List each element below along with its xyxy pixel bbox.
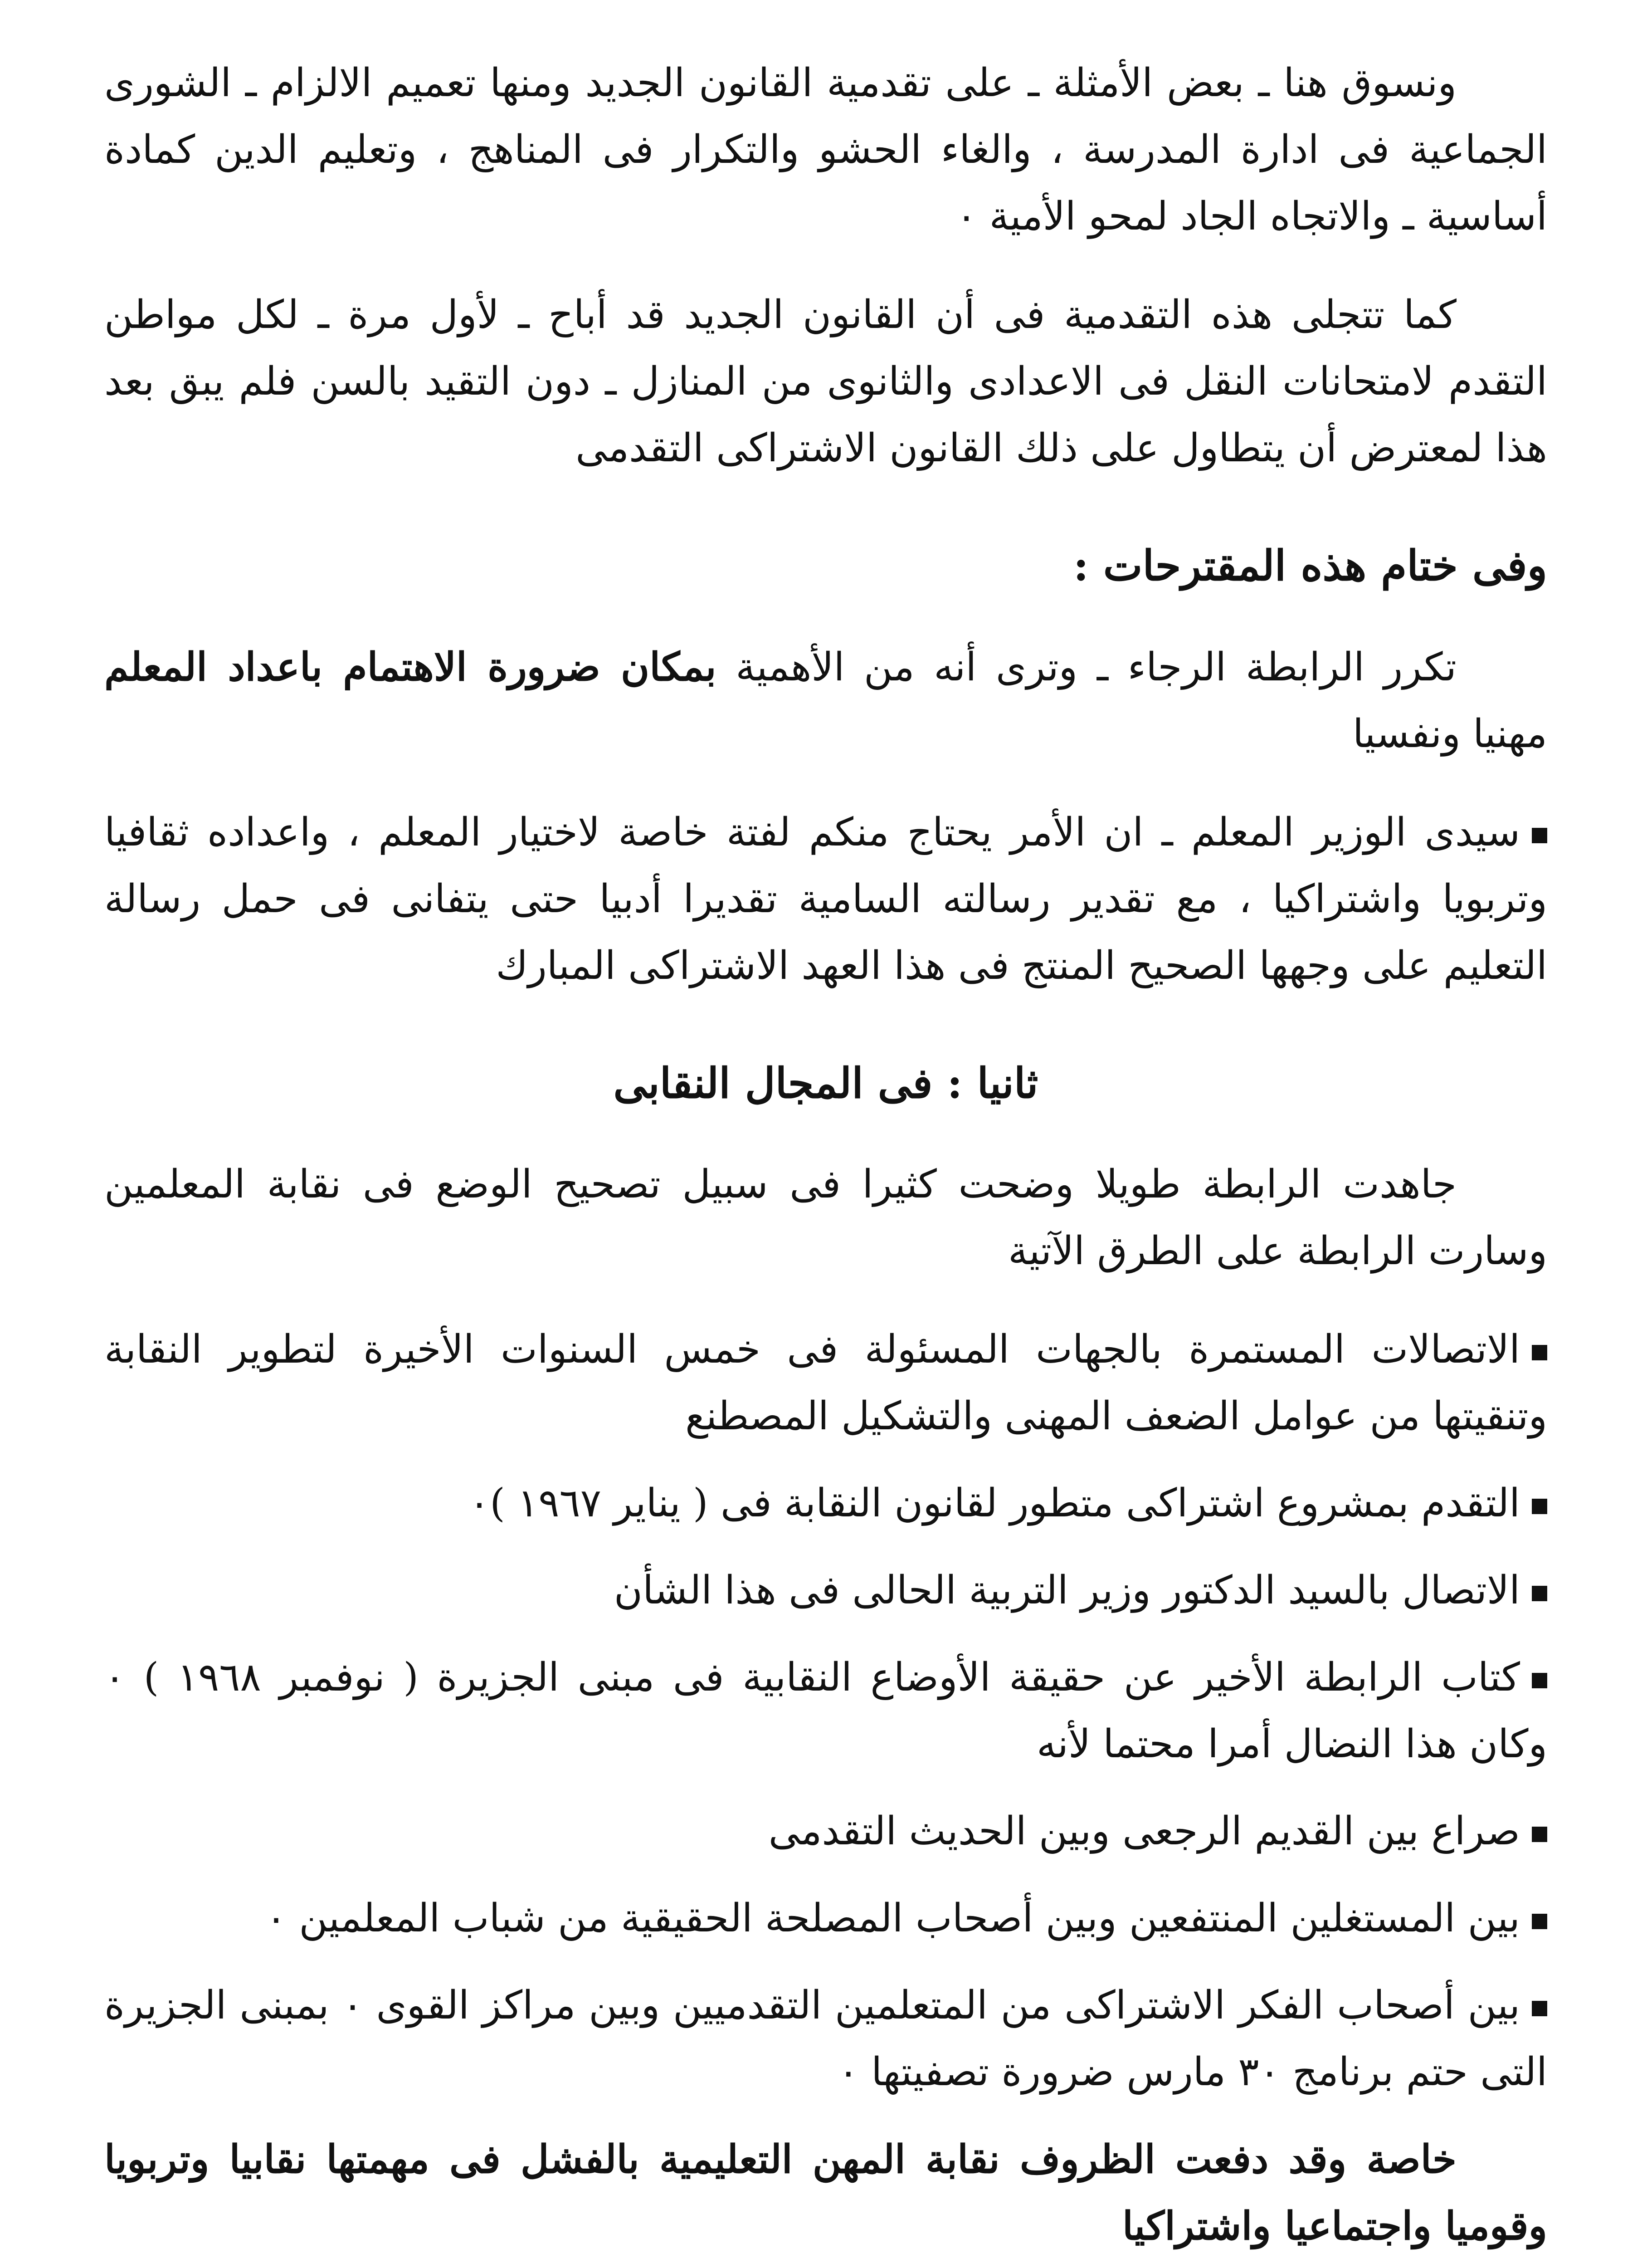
bullet-text: كتاب الرابطة الأخير عن حقيقة الأوضاع النقابية فى مبنى الجزيرة ( نوفمبر ١٩٦٨ ) ٠ وكان هذا النضال أمرا محتما لأنه [104,1655,1547,1767]
bullet-union-minister-contact [104,1557,1547,1624]
bullet-text: الاتصالات المستمرة بالجهات المسئولة فى خمس السنوات الأخيرة لتطوير النقابة وتنقيتها من عوامل الضعف المهنى والتشكيل المصطنع [104,1327,1547,1439]
square-bullet-icon [1532,2001,1547,2016]
repeat-request-tail: مهنيا ونفسيا [1353,711,1547,757]
bullet-text: بين أصحاب الفكر الاشتراكى من المتعلمين التقدميين وبين مراكز القوى ٠ بمبنى الجزيرة التى حتم برنامج ٣٠ مارس ضرورة تصفيتها ٠ [104,1983,1547,2095]
bullet-text: بين المستغلين المنتفعين وبين أصحاب المصلحة الحقيقية من شباب المعلمين ٠ [265,1896,1520,1941]
square-bullet-icon [1532,828,1547,843]
bullet-union-letter [104,1644,1547,1778]
bullet-union-conflict-power-centers [104,1972,1547,2106]
heading-union-field: ثانيا : فى المجال النقابى [613,1059,1038,1108]
paragraph-progressiveness: كما تتجلى هذه التقدمية فى أن القانون الجديد قد أباح ـ لأول مرة ـ لكل مواطن التقدم لامتحانات النقل فى الاعدادى والثانوى من المنازل ـ دون التقيد بالسن فلم يبق بعد هذا لمعترض أن يتطاول على ذلك القانون الاشتراكى التقدمى [104,292,1547,471]
square-bullet-icon [1532,1827,1547,1842]
paragraph-examples: ونسوق هنا ـ بعض الأمثلة ـ على تقدمية القانون الجديد ومنها تعميم الالزام ـ الشورى الجماعية فى ادارة المدرسة ، والغاء الحشو والتكرار فى المناهج ، وتعليم الدين كمادة أساسية ـ والاتجاه الجاد لمحو الأمية ٠ [104,60,1547,239]
bullet-text: التقدم بمشروع اشتراكى متطور لقانون النقابة فى ( يناير ١٩٦٧ )٠ [469,1481,1520,1526]
bullet-minister-text: سيدى الوزير المعلم ـ ان الأمر يحتاج منكم لفتة خاصة لاختيار المعلم ، واعداده ثقافيا وتربويا واشتراكيا ، مع تقدير رسالته السامية تقديرا أدبيا حتى يتفانى فى حمل رسالة التعليم على وجهها الصحيح المنتج فى هذا العهد الاشتراكى المبارك [104,810,1547,988]
bullet-union-contacts [104,1316,1547,1450]
square-bullet-icon [1532,1345,1547,1360]
square-bullet-icon [1532,1914,1547,1929]
repeat-request-text: تكرر الرابطة الرجاء ـ وترى أنه من الأهمية [736,645,1457,690]
bullet-union-conflict-old-new [104,1798,1547,1865]
bullet-text: صراع بين القديم الرجعى وبين الحديث التقدمى [768,1809,1520,1854]
heading-conclusion: وفى ختام هذه المقترحات : [1073,541,1547,590]
square-bullet-icon [1532,1586,1547,1601]
paragraph-final: خاصة وقد دفعت الظروف نقابة المهن التعليمية بالفشل فى مهمتها نقابيا وتربويا وقوميا واجتماعيا واشتراكيا [104,2136,1547,2249]
repeat-request-emphasis: بمكان ضرورة الاهتمام باعداد المعلم [104,644,716,690]
square-bullet-icon [1532,1673,1547,1688]
bullet-minister [104,799,1547,999]
paragraph-union-struggle: جاهدت الرابطة طويلا وضحت كثيرا فى سبيل تصحيح الوضع فى نقابة المعلمين وسارت الرابطة على الطرق الآتية [104,1162,1547,1274]
square-bullet-icon [1532,1499,1547,1514]
bullet-union-draft-law [104,1470,1547,1537]
bullet-text: الاتصال بالسيد الدكتور وزير التربية الحالى فى هذا الشأن [614,1568,1520,1613]
paragraph-repeat-request [104,634,1547,767]
bullet-union-conflict-exploiters [104,1885,1547,1952]
